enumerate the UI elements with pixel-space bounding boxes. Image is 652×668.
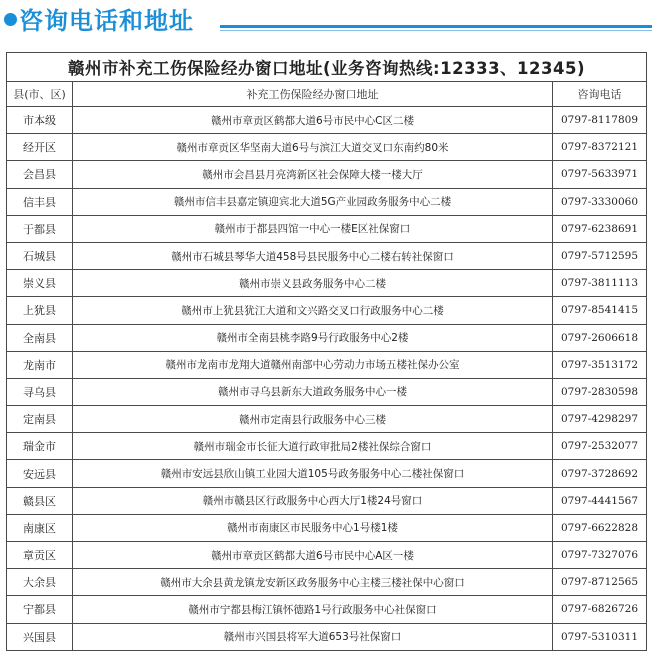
address-cell: 赣州市信丰县嘉定镇迎宾北大道5G产业园政务服务中心二楼 [73,188,553,215]
section-title: 咨询电话和地址 [19,7,194,35]
county-cell: 于都县 [7,215,73,242]
phone-cell: 0797-8541415 [553,297,647,324]
county-cell: 兴国县 [7,623,73,650]
county-cell: 定南县 [7,406,73,433]
phone-cell: 0797-3728692 [553,460,647,487]
phone-cell: 0797-3811113 [553,270,647,297]
address-cell: 赣州市宁都县梅江镇怀德路1号行政服务中心社保窗口 [73,596,553,623]
phone-cell: 0797-8372121 [553,134,647,161]
address-cell: 赣州市崇义县政务服务中心二楼 [73,270,553,297]
county-cell: 寻乌县 [7,378,73,405]
table-row [7,351,647,378]
county-cell: 赣县区 [7,487,73,514]
table-row [7,107,647,134]
county-cell: 经开区 [7,134,73,161]
table-row [7,188,647,215]
county-cell: 大余县 [7,569,73,596]
phone-cell: 0797-6826726 [553,596,647,623]
address-cell: 赣州市寻乌县新东大道政务服务中心一楼 [73,378,553,405]
title-underline-thin [220,30,652,31]
address-cell: 赣州市全南县桃李路9号行政服务中心2楼 [73,324,553,351]
address-cell: 赣州市定南县行政服务中心三楼 [73,406,553,433]
table-row [7,134,647,161]
county-cell: 全南县 [7,324,73,351]
address-cell: 赣州市大余县黄龙镇龙安新区政务服务中心主楼三楼社保中心窗口 [73,569,553,596]
address-cell: 赣州市龙南市龙翔大道赣州南部中心劳动力市场五楼社保办公室 [73,351,553,378]
address-cell: 赣州市会昌县月亮湾新区社会保障大楼一楼大厅 [73,161,553,188]
phone-cell: 0797-6238691 [553,215,647,242]
column-header-phone: 咨询电话 [553,82,647,107]
county-cell: 上犹县 [7,297,73,324]
table-row [7,406,647,433]
county-cell: 安远县 [7,460,73,487]
title-underline [220,25,652,28]
phone-cell: 0797-6622828 [553,514,647,541]
county-cell: 会昌县 [7,161,73,188]
phone-cell: 0797-5712595 [553,242,647,269]
column-header-address: 补充工伤保险经办窗口地址 [73,82,553,107]
table-row [7,215,647,242]
county-cell: 石城县 [7,242,73,269]
column-header-county: 县(市、区) [7,82,73,107]
address-cell: 赣州市上犹县犹江大道和文兴路交叉口行政服务中心二楼 [73,297,553,324]
bullet-dot-icon [4,13,17,26]
table-row [7,514,647,541]
section-header [0,0,652,42]
table-row [7,487,647,514]
table-body [7,107,647,651]
address-cell: 赣州市章贡区鹤都大道6号市民中心C区二楼 [73,107,553,134]
county-cell: 宁都县 [7,596,73,623]
phone-cell: 0797-4298297 [553,406,647,433]
county-cell: 章贡区 [7,542,73,569]
address-cell: 赣州市瑞金市长征大道行政审批局2楼社保综合窗口 [73,433,553,460]
phone-cell: 0797-2830598 [553,378,647,405]
county-cell: 市本级 [7,107,73,134]
address-cell: 赣州市石城县琴华大道458号县民服务中心二楼右转社保窗口 [73,242,553,269]
table-row [7,324,647,351]
phone-cell: 0797-4441567 [553,487,647,514]
county-cell: 信丰县 [7,188,73,215]
address-cell: 赣州市安远县欣山镇工业园大道105号政务服务中心二楼社保窗口 [73,460,553,487]
table-row [7,569,647,596]
phone-cell: 0797-5633971 [553,161,647,188]
table-caption: 赣州市补充工伤保险经办窗口地址(业务咨询热线:12333、12345) [7,53,647,82]
address-cell: 赣州市章贡区华坚南大道6号与滨江大道交叉口东南约80米 [73,134,553,161]
table-row [7,297,647,324]
table-row [7,378,647,405]
table-row [7,596,647,623]
county-cell: 瑞金市 [7,433,73,460]
address-cell: 赣州市兴国县将军大道653号社保窗口 [73,623,553,650]
phone-cell: 0797-8712565 [553,569,647,596]
address-cell: 赣州市赣县区行政服务中心西大厅1楼24号窗口 [73,487,553,514]
address-cell: 赣州市于都县四馆一中心一楼E区社保窗口 [73,215,553,242]
table-header-row [7,82,647,107]
table-row [7,623,647,650]
address-cell: 赣州市南康区市民服务中心1号楼1楼 [73,514,553,541]
phone-cell: 0797-3513172 [553,351,647,378]
phone-cell: 0797-3330060 [553,188,647,215]
table-row [7,242,647,269]
phone-cell: 0797-2532077 [553,433,647,460]
phone-cell: 0797-7327076 [553,542,647,569]
county-cell: 崇义县 [7,270,73,297]
address-table [6,52,647,651]
table-row [7,161,647,188]
table-row [7,270,647,297]
table-row [7,460,647,487]
phone-cell: 0797-2606618 [553,324,647,351]
phone-cell: 0797-5310311 [553,623,647,650]
phone-cell: 0797-8117809 [553,107,647,134]
county-cell: 龙南市 [7,351,73,378]
table-row [7,542,647,569]
county-cell: 南康区 [7,514,73,541]
table-row [7,433,647,460]
address-cell: 赣州市章贡区鹤都大道6号市民中心A区一楼 [73,542,553,569]
